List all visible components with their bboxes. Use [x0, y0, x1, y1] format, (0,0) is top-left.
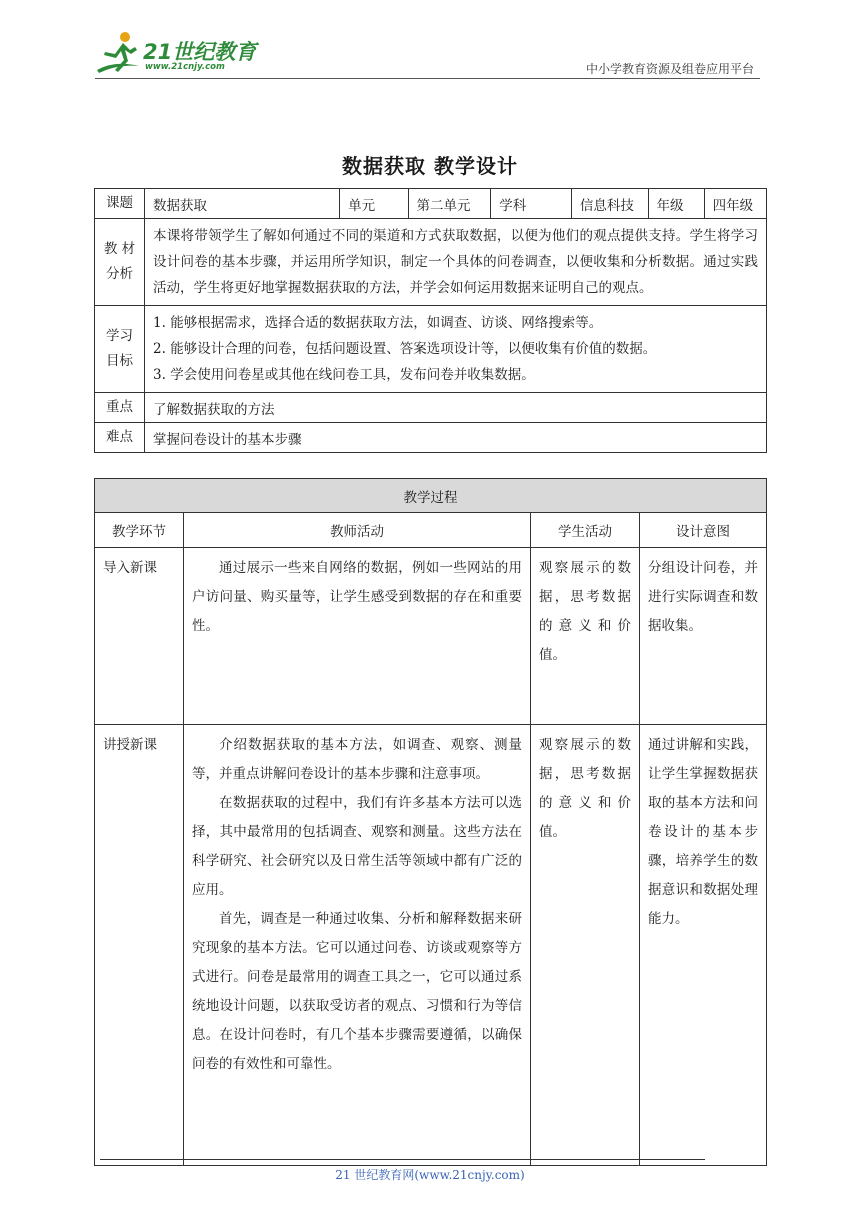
col-teacher: 教师活动 — [184, 513, 531, 548]
goal-item: 1. 能够根据需求，选择合适的数据获取方法，如调查、访谈、网络搜索等。 — [153, 315, 603, 331]
process-row — [95, 725, 767, 1166]
analysis-text: 本课将带领学生了解如何通过不同的渠道和方式获取数据，以便为他们的观点提供支持。学生将学习设计问卷的基本步骤，并运用所学知识，制定一个具体的问卷调查，以便收集和分析数据。通过实践活动，学生将更好地掌握数据获取的方法，并学会如何运用数据来证明自己的观点。 — [145, 219, 767, 306]
goals-label: 学习 目标 — [95, 306, 145, 393]
course-value: 数据获取 — [145, 189, 340, 219]
site-logo[interactable] — [95, 30, 265, 78]
difficulty-label: 难点 — [95, 423, 145, 453]
intent-cell: 分组设计问卷，并进行实际调查和数据收集。 — [640, 548, 767, 725]
column-header-row — [95, 513, 767, 548]
goal-item: 2. 能够设计合理的问卷，包括问题设置、答案选项设计等，以便收集有价值的数据。 — [153, 341, 657, 357]
runner-logo-icon — [95, 30, 143, 76]
subject-label: 学科 — [491, 189, 572, 219]
teacher-cell — [184, 548, 531, 725]
goal-item: 3. 学会使用问卷星或其他在线问卷工具，发布问卷并收集数据。 — [153, 367, 535, 383]
unit-value: 第二单元 — [408, 189, 491, 219]
logo-text: 21世纪教育 — [143, 40, 257, 64]
info-row — [95, 189, 767, 219]
course-label: 课题 — [95, 189, 145, 219]
subject-value: 信息科技 — [571, 189, 648, 219]
header-divider — [95, 78, 760, 79]
unit-label: 单元 — [340, 189, 408, 219]
teacher-cell — [184, 725, 531, 1166]
platform-name: 中小学教育资源及组卷应用平台 — [585, 62, 754, 76]
col-stage: 教学环节 — [95, 513, 184, 548]
col-student: 学生活动 — [531, 513, 640, 548]
stage-cell: 讲授新课 — [95, 725, 184, 1166]
process-heading-row — [95, 479, 767, 513]
footer-text[interactable]: 21 世纪教育网(www.21cnjy.com) — [335, 1168, 525, 1182]
page-header — [95, 30, 760, 80]
key-text: 了解数据获取的方法 — [145, 393, 767, 423]
stage-cell: 导入新课 — [95, 548, 184, 725]
logo-url: www.21cnjy.com — [145, 62, 225, 72]
teacher-paragraph: 首先，调查是一种通过收集、分析和解释数据来研究现象的基本方法。它可以通过问卷、访谈或观察等方式进行。问卷是最常用的调查工具之一，它可以通过系统地设计问题，以获取受访者的观点、习惯和行为等信息。在设计问卷时，有几个基本步骤需要遵循，以确保问卷的有效性和可靠性。 — [192, 911, 522, 1072]
difficulty-text: 掌握问卷设计的基本步骤 — [145, 423, 767, 453]
student-cell: 观察展示的数据，思考数据的意义和价值。 — [531, 725, 640, 1166]
analysis-row — [95, 219, 767, 306]
student-cell: 观察展示的数据，思考数据的意义和价值。 — [531, 548, 640, 725]
process-row — [95, 548, 767, 725]
key-point-row — [95, 393, 767, 423]
teacher-paragraph: 通过展示一些来自网络的数据，例如一些网站的用户访问量、购买量等，让学生感受到数据的存在和重要性。 — [192, 560, 522, 634]
grade-label: 年级 — [648, 189, 704, 219]
process-heading: 教学过程 — [95, 479, 767, 513]
difficulty-row — [95, 423, 767, 453]
intent-cell: 通过讲解和实践，让学生掌握数据获取的基本方法和问卷设计的基本步骤，培养学生的数据意识和数据处理能力。 — [640, 725, 767, 1166]
goals-row — [95, 306, 767, 393]
analysis-label: 教 材 分析 — [95, 219, 145, 306]
document-title: 数据获取 教学设计 — [342, 154, 518, 178]
teacher-paragraph: 介绍数据获取的基本方法，如调查、观察、测量等，并重点讲解问卷设计的基本步骤和注意事项。 — [192, 737, 522, 782]
footer-divider — [100, 1159, 705, 1160]
col-intent: 设计意图 — [640, 513, 767, 548]
teaching-process-table — [94, 478, 767, 1166]
teacher-paragraph: 在数据获取的过程中，我们有许多基本方法可以选择，其中最常用的包括调查、观察和测量。这些方法在科学研究、社会研究以及日常生活等领域中都有广泛的应用。 — [192, 795, 522, 898]
goals-list — [145, 306, 767, 393]
key-label: 重点 — [95, 393, 145, 423]
lesson-info-table — [94, 188, 767, 453]
grade-value: 四年级 — [704, 189, 766, 219]
